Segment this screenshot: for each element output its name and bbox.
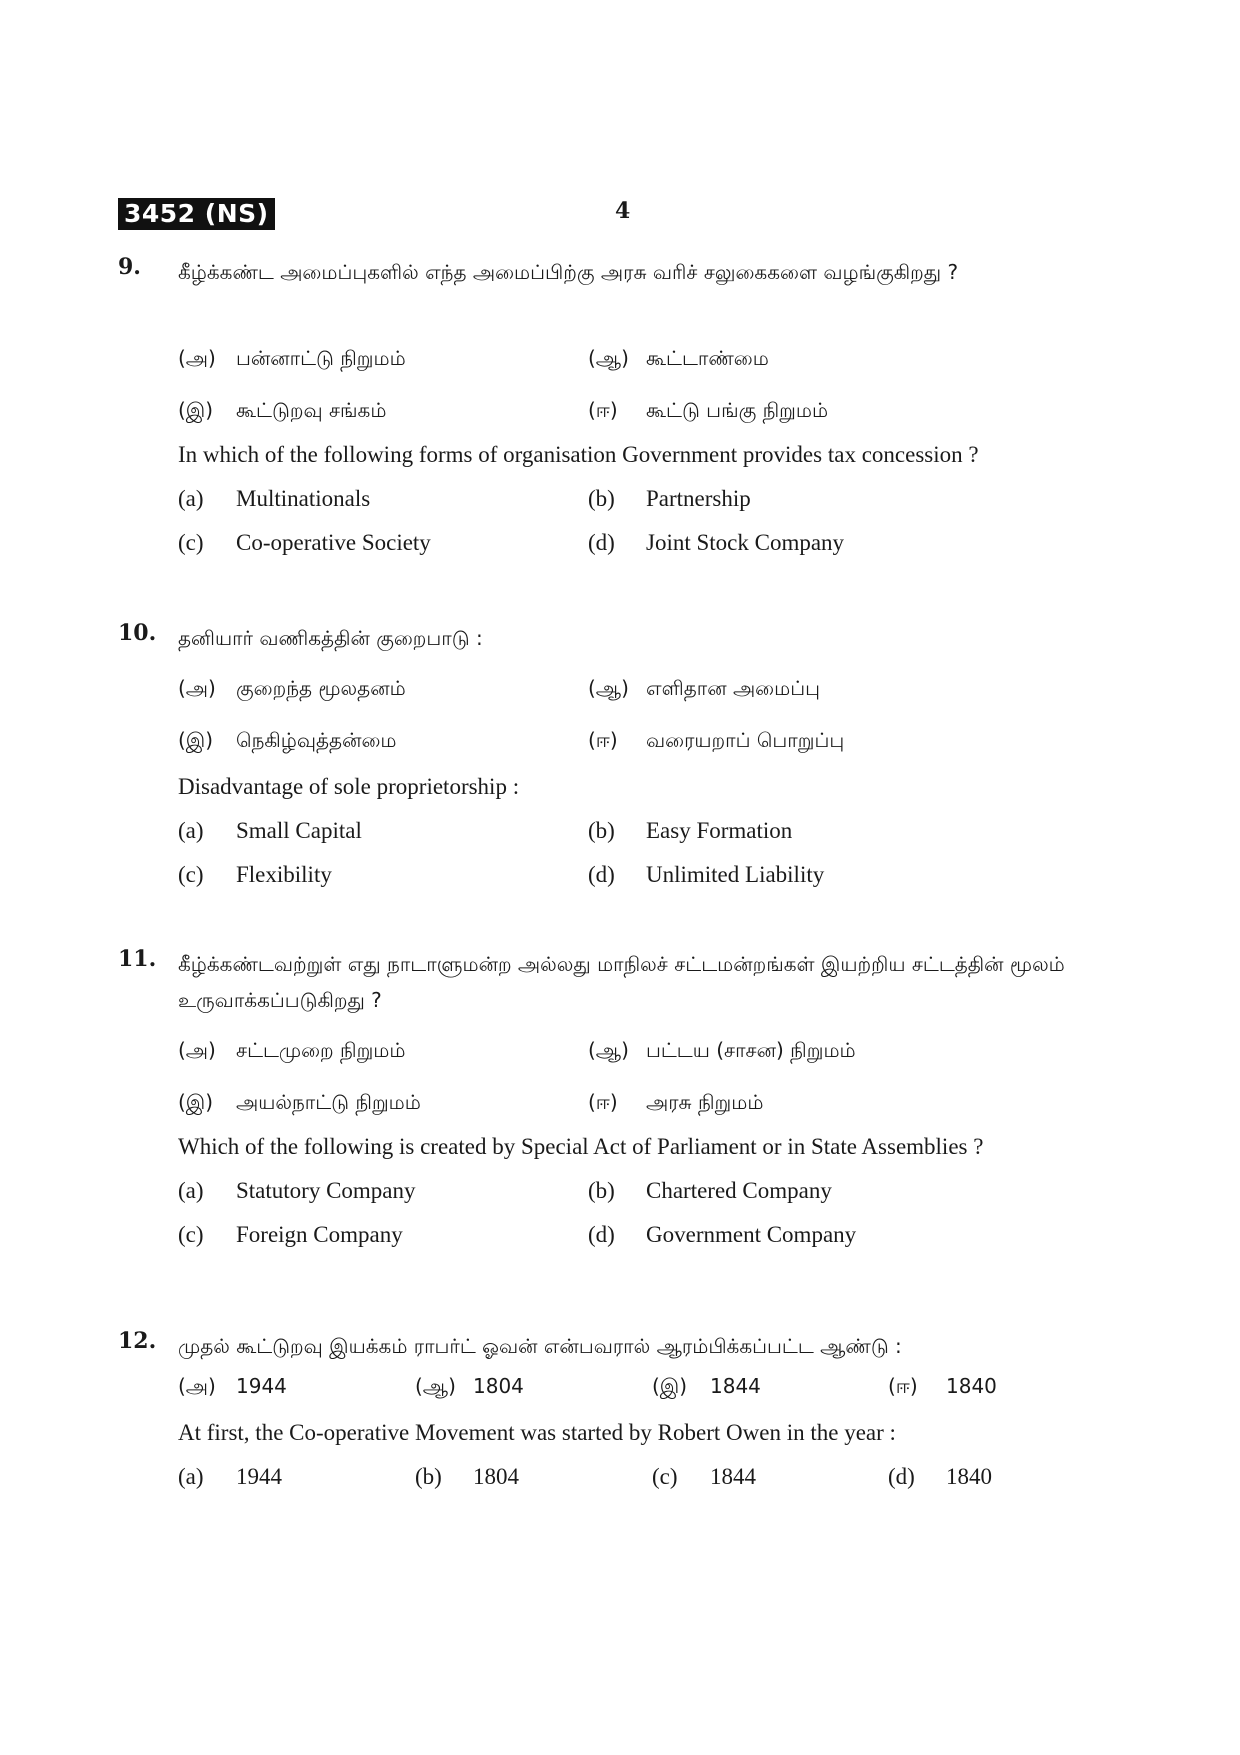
tamil-option-d [588, 728, 844, 755]
english-option-c [178, 862, 332, 888]
option-text: 1804 [473, 1464, 519, 1489]
option-label: (இ) [178, 1090, 214, 1114]
option-text: Unlimited Liability [646, 862, 825, 887]
tamil-option-a [178, 676, 406, 703]
english-question-text: Which of the following is created by Special Act of Parliament or in State Assemblies ? [178, 1134, 984, 1159]
option-label: (அ) [178, 346, 216, 370]
tamil-option-c [178, 728, 397, 755]
paper-code-badge: 3452 (NS) [118, 198, 275, 230]
tamil-option-c [652, 1374, 761, 1401]
tamil-option-d [888, 1374, 997, 1401]
option-label: (இ) [178, 398, 214, 422]
option-label: (ஆ) [415, 1374, 456, 1398]
option-label: (ஈ) [888, 1374, 918, 1398]
tamil-option-a [178, 1038, 405, 1065]
option-text: எளிதான அமைப்பு [646, 676, 820, 700]
option-text: Partnership [646, 486, 751, 511]
english-option-d [588, 1222, 856, 1248]
english-option-a [178, 486, 370, 512]
english-option-c [178, 530, 431, 556]
option-text: குறைந்த மூலதனம் [236, 676, 406, 700]
english-option-b [588, 818, 792, 844]
option-text: 1840 [946, 1374, 997, 1398]
option-text: சட்டமுறை நிறுமம் [236, 1038, 406, 1062]
option-text: பன்னாட்டு நிறுமம் [236, 346, 406, 370]
english-question-text: Disadvantage of sole proprietorship : [178, 774, 520, 799]
english-option-b [415, 1464, 519, 1490]
option-text: கூட்டாண்மை [646, 346, 769, 370]
question-number: 12. [118, 1328, 157, 1354]
option-text: பட்டய (சாசன) நிறுமம் [646, 1038, 856, 1062]
option-text: Multinationals [236, 486, 371, 511]
tamil-option-c [178, 398, 386, 425]
option-label: (அ) [178, 1038, 216, 1062]
option-label: (ஈ) [588, 728, 618, 752]
option-text: 1944 [236, 1464, 282, 1489]
question-number: 11. [118, 946, 157, 972]
tamil-question-text: கீழ்க்கண்டவற்றுள் எது நாடாளுமன்ற அல்லது மாநிலச் சட்டமன்றங்கள் இயற்றிய சட்டத்தின் மூலம் உருவாக்கப்படுகிறது ? [178, 952, 1065, 1012]
option-label: (a) [178, 1464, 204, 1489]
option-label: (d) [588, 862, 615, 887]
option-label: (இ) [652, 1374, 688, 1398]
english-question-text: In which of the following forms of organisation Government provides tax concession ? [178, 442, 979, 467]
option-label: (b) [588, 818, 615, 843]
option-label: (c) [178, 530, 204, 555]
tamil-question-text: தனியார் வணிகத்தின் குறைபாடு : [178, 626, 483, 650]
tamil-option-d [588, 1090, 763, 1117]
option-text: Flexibility [236, 862, 332, 887]
option-label: (இ) [178, 728, 214, 752]
option-label: (ஈ) [588, 1090, 618, 1114]
option-label: (ஈ) [588, 398, 618, 422]
option-label: (c) [178, 862, 204, 887]
page-header [118, 198, 1118, 238]
option-text: Easy Formation [646, 818, 793, 843]
option-text: நெகிழ்வுத்தன்மை [236, 728, 397, 752]
option-text: அயல்நாட்டு நிறுமம் [236, 1090, 421, 1114]
option-label: (c) [652, 1464, 678, 1489]
option-label: (ஆ) [588, 1038, 629, 1062]
option-label: (b) [415, 1464, 442, 1489]
option-label: (d) [588, 530, 615, 555]
option-label: (ஆ) [588, 676, 629, 700]
english-option-b [588, 1178, 832, 1204]
english-option-c [178, 1222, 403, 1248]
tamil-option-c [178, 1090, 421, 1117]
question-number: 10. [118, 620, 157, 646]
option-text: Co-operative Society [236, 530, 431, 555]
option-label: (b) [588, 486, 615, 511]
english-option-d [888, 1464, 992, 1490]
option-text: கூட்டுறவு சங்கம் [236, 398, 387, 422]
english-option-a [178, 818, 362, 844]
question-number: 9. [118, 254, 141, 280]
option-label: (a) [178, 818, 204, 843]
english-option-a [178, 1178, 416, 1204]
option-text: Chartered Company [646, 1178, 832, 1203]
option-label: (அ) [178, 1374, 216, 1398]
option-text: Statutory Company [236, 1178, 416, 1203]
option-text: 1844 [710, 1464, 756, 1489]
option-text: Foreign Company [236, 1222, 403, 1247]
tamil-question-text: கீழ்க்கண்ட அமைப்புகளில் எந்த அமைப்பிற்கு அரசு வரிச் சலுகைகளை வழங்குகிறது ? [178, 260, 959, 284]
option-text: 1804 [473, 1374, 524, 1398]
option-text: Joint Stock Company [646, 530, 845, 555]
option-label: (b) [588, 1178, 615, 1203]
option-text: கூட்டு பங்கு நிறுமம் [646, 398, 829, 422]
option-label: (அ) [178, 676, 216, 700]
option-label: (d) [588, 1222, 615, 1247]
option-label: (c) [178, 1222, 204, 1247]
option-label: (a) [178, 486, 204, 511]
tamil-option-d [588, 398, 828, 425]
english-question-text: At first, the Co-operative Movement was started by Robert Owen in the year : [178, 1420, 896, 1445]
option-label: (d) [888, 1464, 915, 1489]
option-label: (a) [178, 1178, 204, 1203]
option-text: Government Company [646, 1222, 857, 1247]
option-text: Small Capital [236, 818, 362, 843]
english-option-d [588, 862, 824, 888]
english-option-c [652, 1464, 756, 1490]
tamil-option-b [588, 676, 820, 703]
english-option-a [178, 1464, 282, 1490]
option-label: (ஆ) [588, 346, 629, 370]
tamil-option-a [178, 1374, 287, 1401]
tamil-option-b [588, 1038, 856, 1065]
option-text: அரசு நிறுமம் [646, 1090, 764, 1114]
tamil-option-b [588, 346, 769, 373]
option-text: 1944 [236, 1374, 287, 1398]
tamil-question-text: முதல் கூட்டுறவு இயக்கம் ராபர்ட் ஓவன் என்பவரால் ஆரம்பிக்கப்பட்ட ஆண்டு : [178, 1334, 902, 1358]
tamil-option-b [415, 1374, 524, 1401]
tamil-option-a [178, 346, 406, 373]
option-text: 1844 [710, 1374, 761, 1398]
option-text: வரையறாப் பொறுப்பு [646, 728, 845, 752]
english-option-b [588, 486, 751, 512]
page-number: 4 [615, 198, 631, 224]
english-option-d [588, 530, 844, 556]
option-text: 1840 [946, 1464, 992, 1489]
